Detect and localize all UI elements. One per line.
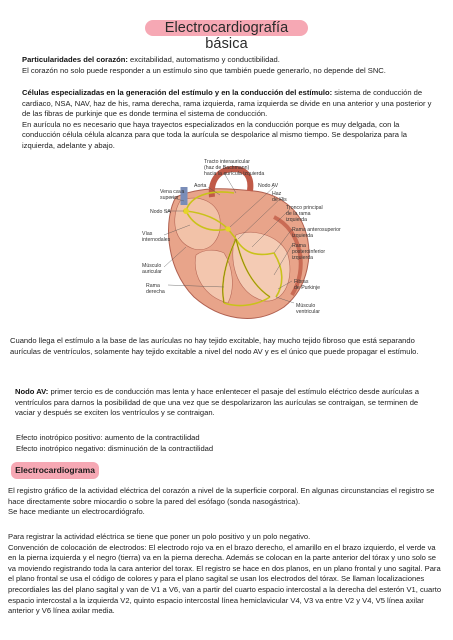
label-tracto: Tracto interauricular xyxy=(204,159,250,165)
label-vena-cava-2: superior xyxy=(160,195,179,201)
page-title: Electrocardiografía básica xyxy=(145,20,308,36)
label-fibras: Fibras xyxy=(294,279,309,285)
label-aorta: Aorta xyxy=(194,183,207,189)
cells-paragraph xyxy=(22,88,434,152)
ecg-definition-paragraph xyxy=(8,486,446,518)
intro-line: El corazón no solo puede responder a un estímulo sino que también puede generarlo, no depende del SNC. xyxy=(22,65,386,75)
cells-heading: Células especializadas en la generación del estímulo y en la conducción del estímulo: xyxy=(22,88,333,97)
intro-heading-rest: excitabilidad, automatismo y conductibilidad. xyxy=(127,55,280,64)
label-haz: Haz xyxy=(272,191,282,197)
label-vias: Vías xyxy=(142,231,153,237)
label-tracto-3: hacia la aurícula izquierda xyxy=(204,171,265,177)
section-badge-electrocardiograma: Electrocardiograma xyxy=(11,462,99,479)
label-musculo-ventricular-2: ventricular xyxy=(296,309,320,315)
av-base-paragraph: Cuando llega el estímulo a la base de las aurículas no hay tejido excitable, hay mucho tejido fibroso que está separando aurículas de ventrículos, solamente hay tejido excitable a nivel del nodo AV y es el único que puede propagar el estímulo. xyxy=(10,336,419,356)
label-musculo-auricular: Músculo xyxy=(142,263,162,269)
heart-conduction-figure xyxy=(124,157,350,329)
label-rama-derecha: Rama xyxy=(146,283,160,289)
label-rama-posterior-3: izquierda xyxy=(292,255,314,261)
nodo-av-paragraph xyxy=(15,387,435,419)
cells-body-atrium: En aurícula no es necesario que haya trayectos especializados en la conducción porque es muy delgada, con la conducción célula célula alcanza para que toda la aurícula se despolarice al mismo tiempo. Se despolariza para la izquierda, adelante y abajo. xyxy=(22,119,407,150)
label-nodo-av: Nodo AV xyxy=(258,183,279,189)
label-musculo-ventricular: Músculo xyxy=(296,303,316,309)
intro-paragraph xyxy=(22,55,432,76)
nodo-av-heading: Nodo AV: xyxy=(15,387,49,396)
label-musculo-auricular-2: auricular xyxy=(142,269,162,275)
label-fibras-2: de Purkinje xyxy=(294,285,320,291)
ecg-definition: El registro gráfico de la actividad eléctrica del corazón a nivel de la superficie corporal. En algunas circunstancias el registro se hace directamente sobre miocardio o sobre la pared del esófago (sonda nasogástrica). xyxy=(8,486,435,506)
label-tronco: Tronco principal xyxy=(286,205,323,211)
nodo-av-body: primer tercio es de conducción mas lenta y hace enlentecer el pasaje del estímulo eléctrico desde aurículas a ventrículos para darnos la posibilidad de que una vez que se despolarizaron las aurículas se contraigan, se terminen de vaciar y después se exciten los ventrículos y se contraigan. xyxy=(15,387,419,418)
ecg-electrodes: Convención de colocación de electrodos: El electrodo rojo va en el brazo derecho, el amarillo en el brazo izquierdo, el verde va en la pierna izquierda y el negro (tierra) va en la pierna derecha. Además se colocan en la parte anterior del tórax y uno solo se va moviendo registrando toda la cara anterior del torax. El registro se hace en dos planos, en un plano frontal y uno sagital. Para el plano frontal se usa el código de colores y para el plano sagital se usan los electrodos del tórax. Se llaman localizaciones precordiales las del plano sagital y van de V1 a V6, van a partir del cuarto espacio intercostal a la derecha del esterón V1, cuarto espacio intercostal a la izquierda V2, quinto espacio intercostal línea hemiclavicular V4, V3 va entre V2 y V4, V5 línea axilar anterior y V6 línea axilar media. xyxy=(8,542,442,616)
inotropic-negative: Efecto inotrópico negativo: disminución de la contractilidad xyxy=(16,443,214,453)
inotropic-paragraph xyxy=(16,433,436,454)
label-tronco-2: de la rama xyxy=(286,211,311,217)
label-vias-2: internodales xyxy=(142,237,171,243)
intro-heading: Particularidades del corazón: xyxy=(22,55,128,64)
label-nodo-sa: Nodo SA xyxy=(150,209,171,215)
cells-body: sistema de conducción de cardiaco, NSA, NAV, haz de his, rama derecha, rama izquierda, rama izquierda se divide en una anterior y una posterior y de las fibras de purkinje que es donde termina el sistema de conducción. xyxy=(22,88,432,119)
label-vena-cava: Vena cava xyxy=(160,189,185,195)
label-tracto-2: (haz de Bachmann) xyxy=(204,165,250,171)
label-rama-posterior: Rama xyxy=(292,243,306,249)
nodo-av-marker xyxy=(225,226,230,231)
label-haz-2: de His xyxy=(272,197,287,203)
electrode-paragraph xyxy=(8,532,446,617)
label-rama-anterior-2: izquierda xyxy=(292,233,314,239)
ecg-poles: Para registrar la actividad eléctrica se tiene que poner un polo positivo y un polo negativo. xyxy=(8,532,311,541)
label-rama-anterior: Rama anterosuperior xyxy=(292,227,341,233)
label-rama-posterior-2: posteroinferior xyxy=(292,249,326,255)
label-rama-derecha-2: derecha xyxy=(146,289,165,295)
label-tronco-3: izquierda xyxy=(286,217,308,223)
ecg-device: Se hace mediante un electrocardiógrafo. xyxy=(8,507,145,517)
inotropic-positive: Efecto inotrópico positivo: aumento de la contractilidad xyxy=(16,433,200,442)
